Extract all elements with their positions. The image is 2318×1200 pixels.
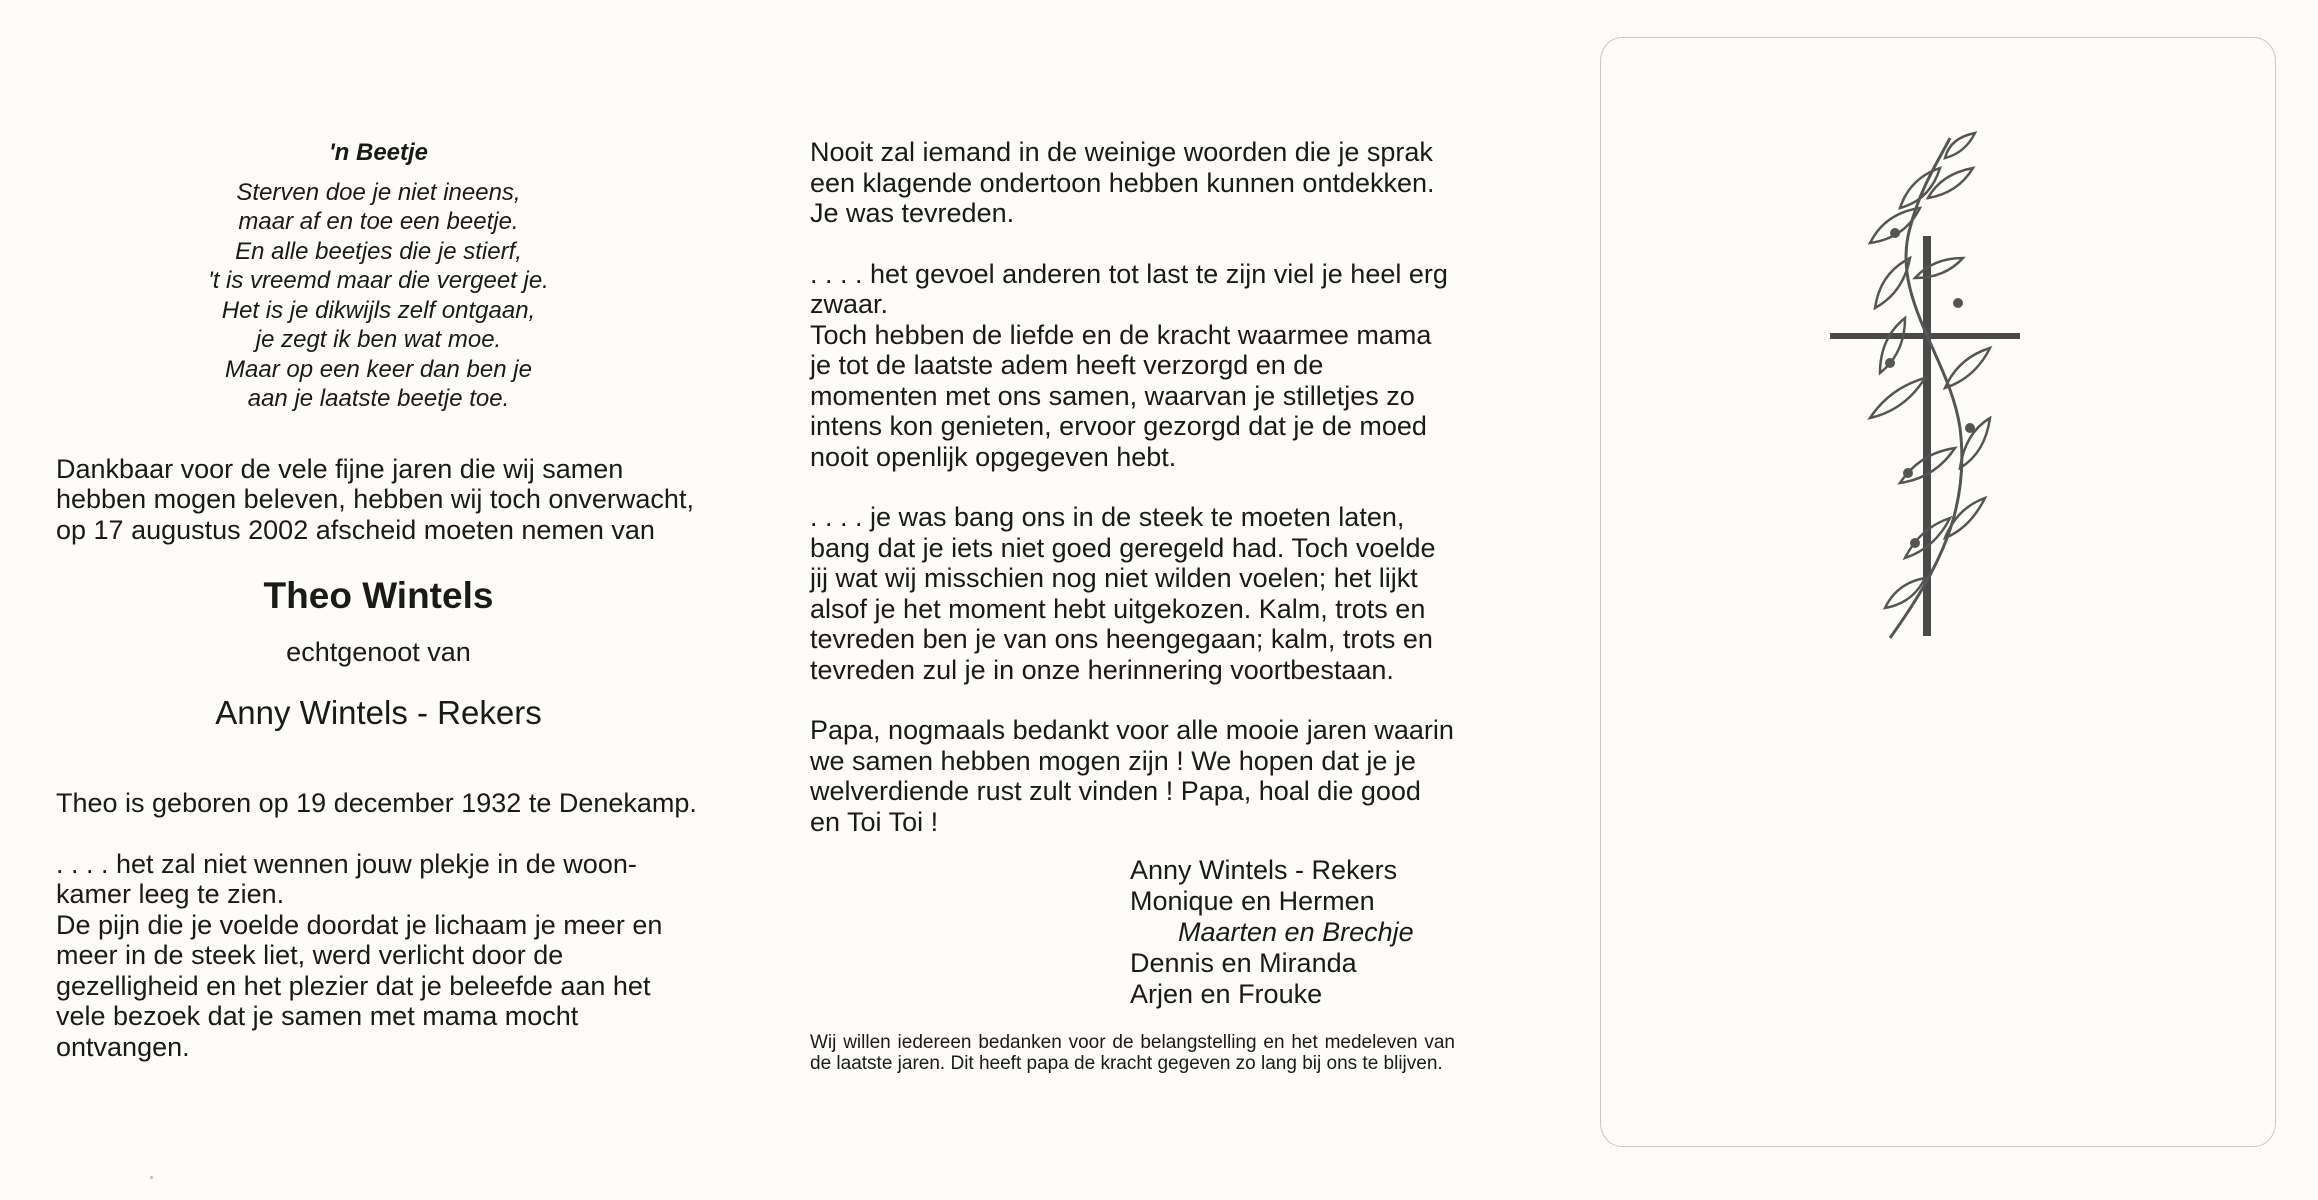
cross-with-olive-branch-icon — [1820, 128, 2040, 648]
left-column — [56, 138, 701, 1062]
middle-paragraph-3: Toch hebben de liefde en de kracht waarmee mama je tot de laatste adem heeft verzorgd en de momenten met ons samen, waarvan je stilletjes zo intens kon genieten, ervoor gezorgd dat je de moed nooit openlijk opgegeven hebt. — [810, 319, 1432, 472]
poem-line: maar af en toe een beetje. — [238, 208, 519, 235]
poem-line: En alle beetjes die je stierf, — [235, 237, 522, 265]
signature-line: Maarten en Brechje — [1178, 917, 1414, 947]
middle-paragraph-4: . . . . je was bang ons in de steek te moeten laten, bang dat je iets niet goed geregeld had. Toch voelde jij wat wij misschien nog niet wilden voelen; het lijkt alsof je het moment hebt uitgekozen. Kalm, trots en tevreden ben je van ons heengegaan; kalm, trots en tevreden zul je in onze herinnering voortbestaan. — [810, 502, 1436, 685]
deceased-name: Theo Wintels — [263, 575, 494, 616]
spouse-name: Anny Wintels - Rekers — [215, 694, 542, 731]
poem-title: 'n Beetje — [328, 139, 429, 166]
left-paragraph-2: De pijn die je voelde doordat je lichaam je meer en meer in de steek liet, werd verlicht door de gezelligheid en het plezier dat je beleefde aan het vele bezoek dat je samen met mama mocht ontvangen. — [56, 909, 663, 1062]
middle-paragraph-5: Papa, nogmaals bedankt voor alle mooie jaren waarin we samen hebben mogen zijn ! We hopen dat je je welverdiende rust zult vinden ! Papa, hoal die good en Toi Toi ! — [810, 715, 1454, 837]
poem-line: je zegt ik ben wat moe. — [255, 326, 502, 353]
poem-line: aan je laatste beetje toe. — [247, 385, 510, 412]
poem-line: 't is vreemd maar die vergeet je. — [208, 267, 549, 294]
poem — [56, 138, 701, 414]
signature-line: Dennis en Miranda — [1130, 948, 1357, 978]
poem-line: Maar op een keer dan ben je — [225, 355, 532, 383]
intro-paragraph: Dankbaar voor de vele fijne jaren die wij samen hebben mogen beleven, hebben wij toch onverwacht, op 17 augustus 2002 afscheid moeten nemen van — [56, 453, 694, 545]
print-speck — [150, 1176, 153, 1179]
middle-column — [810, 137, 1455, 1074]
middle-paragraph-2: . . . . het gevoel anderen tot last te zijn viel je heel erg zwaar. — [810, 258, 1448, 319]
signature-line: Anny Wintels - Rekers — [1130, 855, 1398, 885]
thanks-note: Wij willen iedereen bedanken voor de belangstelling en het medeleven van de laatste jaren. Dit heeft papa de kracht gegeven zo lang bij ons te blijven. — [810, 1032, 1455, 1074]
signature-block — [1130, 855, 1455, 1010]
poem-line: Sterven doe je niet ineens, — [236, 178, 521, 206]
left-paragraph-1: . . . . het zal niet wennen jouw plekje in de woonkamer leeg te zien. — [56, 848, 637, 909]
birth-paragraph: Theo is geboren op 19 december 1932 te Denekamp. — [56, 788, 697, 818]
relation-text: echtgenoot van — [286, 637, 471, 667]
signature-line: Arjen en Frouke — [1130, 979, 1323, 1009]
signature-line: Monique en Hermen — [1130, 886, 1375, 916]
middle-paragraph-1: Nooit zal iemand in de weinige woorden die je sprak een klagende ondertoon hebben kunnen ontdekken. Je was tevreden. — [810, 137, 1435, 228]
poem-line: Het is je dikwijls zelf ontgaan, — [221, 296, 536, 324]
